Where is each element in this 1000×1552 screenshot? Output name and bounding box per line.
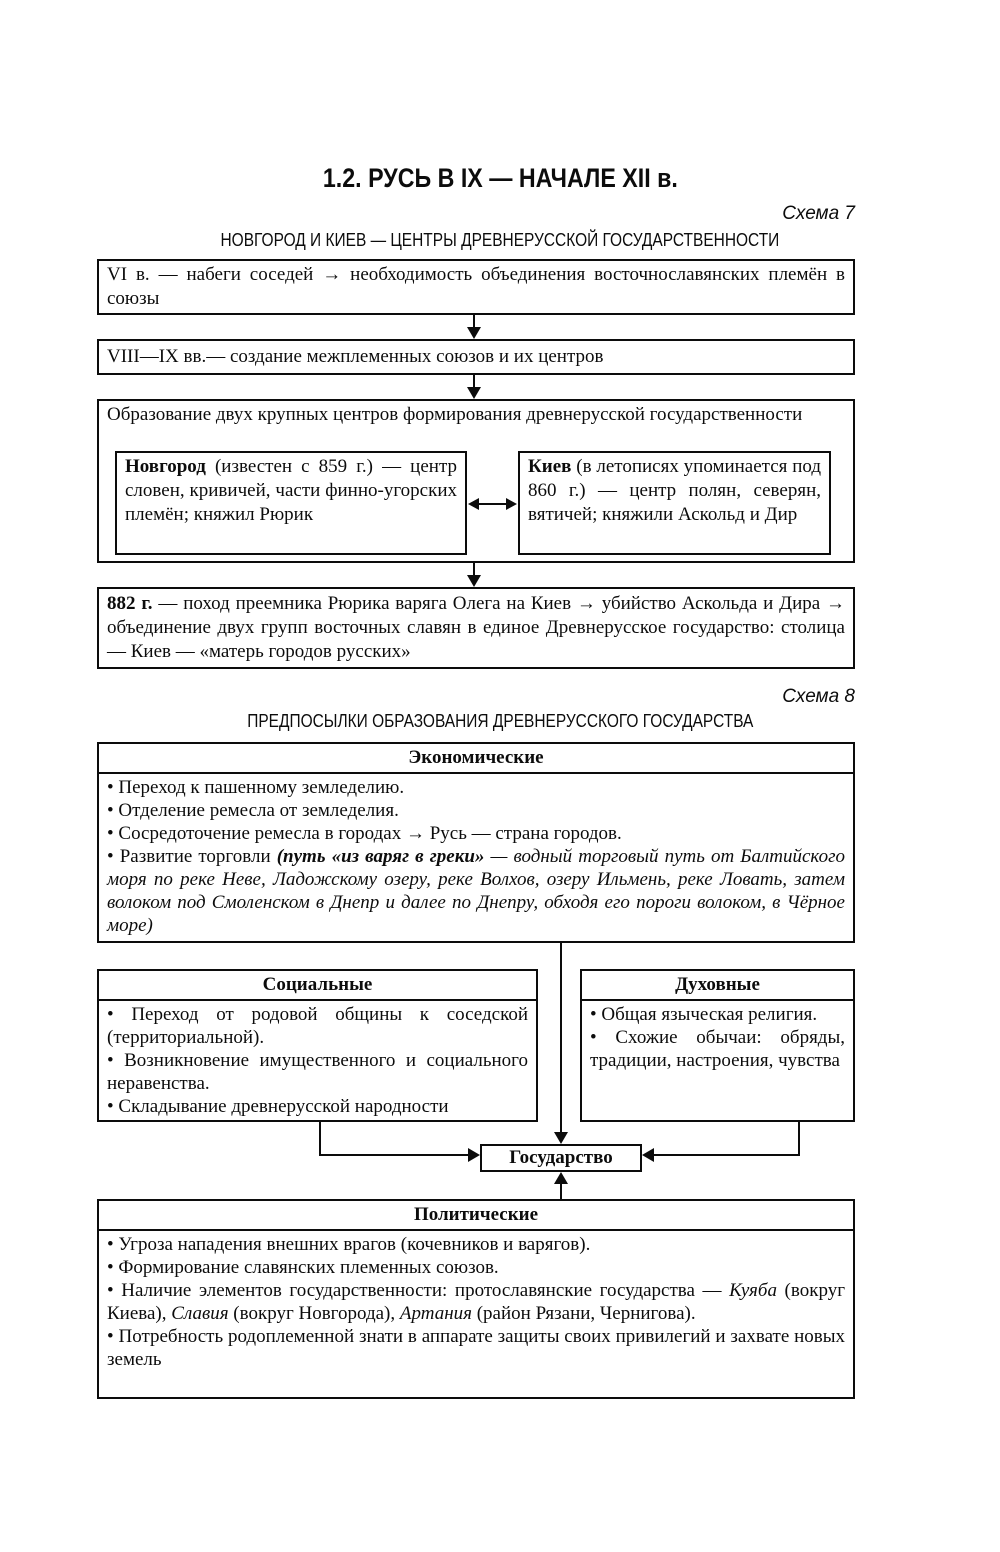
kiev-text: (в летописях упоминается под 860 г.) — центр полян, северян, вятичей; княжили Аскольд и Дир [528,456,821,525]
economic-list [99,774,853,939]
bullet-item [590,1026,845,1072]
economic-item4-plain: • Развитие торговли [107,846,277,867]
schema7-label: Схема 7 [782,203,855,224]
state-box: Государство [480,1144,642,1172]
economic-item2: • Отделение ремесла от земледелия. [107,800,399,821]
box-vi-text: VI в. — набеги соседей → необходимость объединения восточнославянских племён в союзы [107,264,845,309]
bullet-item [107,1256,845,1279]
political-item3-artania: Артания [399,1303,472,1324]
social-item1: • Переход от родовой общины к соседской (территориальной). [107,1004,528,1048]
political-item3-text4: (район Рязани, Чернигова). [471,1303,696,1324]
spiritual-item2: • Схожие обычаи: обряды, традиции, настроения, чувства [590,1027,845,1071]
box-882-lead: 882 г. [107,593,153,614]
right-arrow-icon [468,1148,480,1162]
left-arrow-icon [642,1148,654,1162]
spiritual-panel [580,969,855,1122]
schema7-heading [0,229,1000,251]
schema7-box-centers [97,399,855,563]
box-viii-text: VIII—IX вв.— создание межплеменных союзов и их центров [107,346,604,367]
connector-political-to-state [560,1183,562,1199]
connector-social-to-state [319,1122,321,1155]
political-item4: • Потребность родоплеменной знати в аппарате защиты своих привилегий и захвате новых земель [107,1326,845,1370]
bullet-item [107,1049,528,1095]
schema7-box-vi [97,259,855,315]
connector-economic-to-state [560,943,562,1132]
kiev-box [518,451,831,555]
bullet-item [107,1003,528,1049]
bullet-item [107,1279,845,1325]
political-item3-text2: (вокруг Киева), [107,1280,845,1324]
bullet-item [107,1325,845,1371]
political-list [99,1231,853,1373]
social-item2: • Возникновение имущественного и социального неравенства. [107,1050,528,1094]
schema7-box-882 [97,587,855,669]
kiev-lead: Киев [528,456,572,477]
social-list [99,1001,536,1120]
page-title [0,162,1000,194]
bidirectional-arrow-icon [467,496,518,512]
political-title: Политические [99,1201,853,1231]
economic-item4-description: — водный торговый путь от Балтийского моря по реке Неве, Ладожскому озеру, реке Волхов, озеру Ильмень, реке Ловать, затем волоком под Смоленском в Днепр и далее по Днепру, обходя его пороги волоком, в Чёрное море) [107,846,845,936]
page-title-text: 1.2. РУСЬ В IX — НАЧАЛЕ XII в. [322,163,678,193]
bullet-item [107,799,845,822]
bullet-item [590,1003,845,1026]
connector-spiritual-to-state [798,1122,800,1155]
political-item2: • Формирование славянских племенных союзов. [107,1257,499,1278]
schema8-heading [0,710,1000,732]
bullet-item [107,845,845,937]
economic-item3: • Сосредоточение ремесла в городах → Русь — страна городов. [107,823,622,844]
down-arrow-icon [467,387,481,399]
schema7-box-viii [97,339,855,375]
economic-panel [97,742,855,943]
down-arrow-icon [467,575,481,587]
bullet-item [107,776,845,799]
political-item3-slavia: Славия [171,1303,229,1324]
political-panel [97,1199,855,1399]
schema7-heading-text: НОВГОРОД И КИЕВ — ЦЕНТРЫ ДРЕВНЕРУССКОЙ ГОСУДАРСТВЕННОСТИ [220,230,780,250]
economic-item1: • Переход к пашенному земледелию. [107,777,405,798]
novgorod-box [115,451,467,555]
bullet-item [107,1095,528,1118]
spiritual-title: Духовные [582,971,853,1001]
schema8-heading-text: ПРЕДПОСЫЛКИ ОБРАЗОВАНИЯ ДРЕВНЕРУССКОГО ГОСУДАРСТВА [246,711,754,731]
schema8-label: Схема 8 [782,686,855,707]
connector-spiritual-to-state [654,1154,800,1156]
social-item3: • Складывание древнерусской народности [107,1096,449,1117]
social-panel [97,969,538,1122]
political-item1: • Угроза нападения внешних врагов (кочевников и варягов). [107,1234,591,1255]
novgorod-lead: Новгород [125,456,206,477]
spiritual-list [582,1001,853,1074]
political-item3-intro: • Наличие элементов государственности: протославянские государства — [107,1280,730,1301]
social-title: Социальные [99,971,536,1001]
economic-item4-route: (путь «из варяг в греки» [276,846,485,867]
box-882-text: — поход преемника Рюрика варяга Олега на Киев → убийство Аскольда и Дира → объединение двух групп восточных славян в единое Древнерусское государство: столица — Киев — «матерь городов русских» [107,593,845,662]
bullet-item [107,822,845,845]
economic-title: Экономические [99,744,853,774]
connector-social-to-state [319,1154,468,1156]
novgorod-text: (известен с 859 г.) — центр словен, кривичей, части финно-угорских племён; княжил Рюрик [125,456,457,525]
political-item3-kuyaba: Куяба [729,1280,777,1301]
political-item3-text3: (вокруг Новгорода), [228,1303,400,1324]
bullet-item [107,1233,845,1256]
spiritual-item1: • Общая языческая религия. [590,1004,818,1025]
down-arrow-icon [554,1132,568,1144]
down-arrow-icon [467,327,481,339]
centers-intro-text: Образование двух крупных центров формирования древнерусской государственности [107,404,803,425]
